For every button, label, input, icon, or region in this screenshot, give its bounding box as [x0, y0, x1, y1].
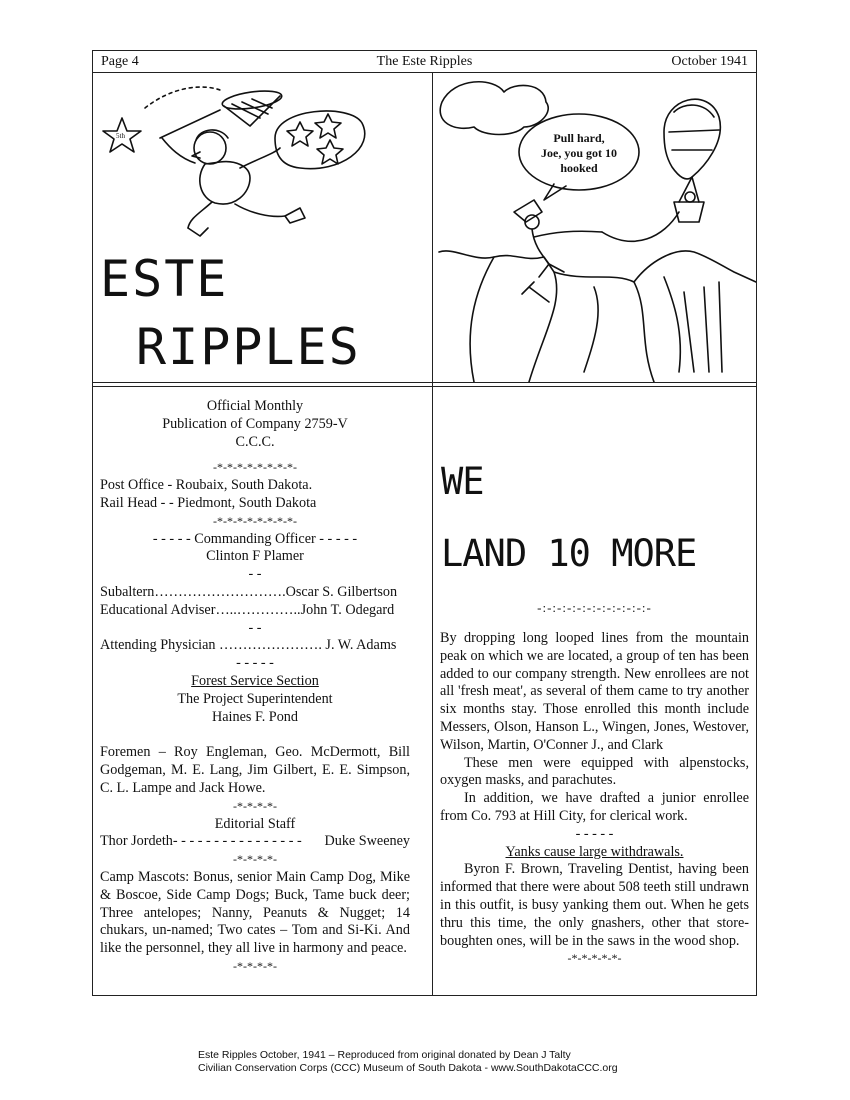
official-line-1: Official Monthly	[206, 398, 304, 414]
speech-line-2: Joe, you got 10	[541, 146, 617, 160]
editor-thor: Thor Jordeth	[100, 833, 173, 850]
issue-date: October 1941	[671, 54, 748, 69]
cartoon-star-catcher	[100, 78, 430, 248]
official-line-2: Publication of Company 2759-V	[162, 415, 348, 432]
page-header	[93, 51, 756, 73]
separator: -*-*-*-*-*-*-*-*-	[213, 460, 297, 475]
educational-adviser-line	[100, 602, 410, 620]
editor-duke: Duke Sweeney	[324, 833, 410, 850]
footer-line-2: Civilian Conservation Corps (CCC) Museum of South Dakota - www.SouthDakotaCCC.org	[198, 1061, 618, 1074]
article-we-land-10-more	[440, 630, 749, 968]
dash-separator: - -	[248, 619, 262, 636]
separator: -*-*-*-*-*-*-*-*-	[213, 513, 297, 528]
foremen-list: Foremen – Roy Engleman, Geo. McDermott, Bill Godgeman, M. E. Lang, Jim Gilbert, E. E. Simpson, C. L. Lampe and Jack Howe.	[100, 744, 410, 796]
staff-box	[100, 398, 410, 976]
star-label: 5th	[116, 132, 125, 140]
headline-line-2: LAND 10 MORE	[441, 532, 697, 575]
leader-dots: ……………………….	[154, 583, 286, 600]
edu-label: Educational Adviser	[100, 601, 216, 618]
masthead-title-line1: ESTE	[100, 250, 229, 308]
separator: -*-*-*-*-	[233, 958, 277, 973]
rail-head: Rail Head - - Piedmont, South Dakota	[100, 494, 317, 511]
decorative-rule: -:-:-:-:-:-:-:-:-:-:-:-	[537, 600, 652, 615]
article-paragraph-4: Byron F. Brown, Traveling Dentist, having been informed that there were about 508 teeth still undrawn in this outfit, is busy yanking them out. When he gets thru this time, the only gnashers, other that store-boughten ones, will be in the saws in the wood shop.	[440, 861, 749, 949]
article-paragraph-1: By dropping long looped lines from the mountain peak on which we are located, a group of ten has been added to our company strength. New enrollees are not all 'fresh meat', as several of them came to try another six months stay. Those enrolled this month include Messers, Olson, Hanson L., Wingen, Jones, Westover, Wilson, Martin, O'Conner J., and Clark	[440, 630, 749, 753]
dash-separator: - - - - -	[236, 655, 274, 672]
dash-separator: - - - - -	[575, 825, 614, 842]
leader-dashes: - - - - - - - - - - - - - - - -	[172, 833, 302, 850]
commanding-officer-heading: - - - - - Commanding Officer - - - - -	[152, 530, 358, 547]
superintendent-name: Haines F. Pond	[212, 708, 298, 725]
footer-line-1: Este Ripples October, 1941 – Reproduced from original donated by Dean J Talty	[198, 1049, 571, 1061]
dash-separator: - -	[248, 566, 262, 583]
speech-line-1: Pull hard,	[553, 131, 605, 145]
cartoon-mountain-climber	[434, 72, 756, 382]
official-line-3: C.C.C.	[235, 433, 275, 450]
yanks-heading: Yanks cause large withdrawals.	[505, 843, 684, 860]
subaltern-line	[100, 584, 410, 602]
leader-dots: ………………….	[219, 637, 322, 654]
physician-name: J. W. Adams	[321, 637, 397, 654]
article-paragraph-3: In addition, we have drafted a junior enrollee from Co. 793 at Hill City, for clerical work.	[440, 790, 749, 824]
separator: -*-*-*-*-	[233, 798, 277, 813]
masthead-rule-1	[93, 382, 756, 383]
masthead-title-line2: RIPPLES	[136, 318, 361, 376]
masthead-rule-2	[93, 386, 756, 387]
column-divider	[432, 73, 433, 995]
publication-title: The Este Ripples	[376, 54, 473, 69]
separator: -*-*-*-*-*-	[567, 951, 622, 966]
article-paragraph-2: These men were equipped with alpenstocks, oxygen masks, and parachutes.	[440, 754, 749, 789]
leader-dots: …..…………..	[215, 601, 301, 618]
editorial-staff-heading: Editorial Staff	[214, 815, 296, 832]
separator: -*-*-*-*-	[233, 852, 277, 867]
physician-label: Attending Physician	[100, 637, 220, 654]
physician-line	[100, 637, 410, 655]
camp-mascots: Camp Mascots: Bonus, senior Main Camp Dog, Mike & Boscoe, Side Camp Dogs; Buck, Tame buck deer; Three antelopes; Nanny, Peanuts & Nugget; 14 chukars, un-named; Two cates – Tom and Si-Ki. And like the personnel, they all live in harmony and peace.	[100, 868, 410, 957]
speech-line-3: hooked	[560, 161, 598, 175]
post-office: Post Office - Roubaix, South Dakota.	[100, 477, 313, 494]
hot-air-balloon	[664, 99, 720, 179]
forest-service-heading: Forest Service Section	[191, 672, 319, 689]
editorial-staff-line	[100, 833, 410, 851]
page-number: Page 4	[101, 54, 139, 69]
project-superintendent: The Project Superintendent	[177, 690, 333, 707]
subaltern-label: Subaltern	[100, 583, 155, 600]
subaltern-name: Oscar S. Gilbertson	[285, 583, 398, 600]
edu-name: John T. Odegard	[300, 601, 395, 618]
commanding-officer-name: Clinton F Plamer	[206, 548, 304, 565]
headline-line-1: WE	[441, 460, 484, 503]
page-footer	[198, 1049, 618, 1074]
